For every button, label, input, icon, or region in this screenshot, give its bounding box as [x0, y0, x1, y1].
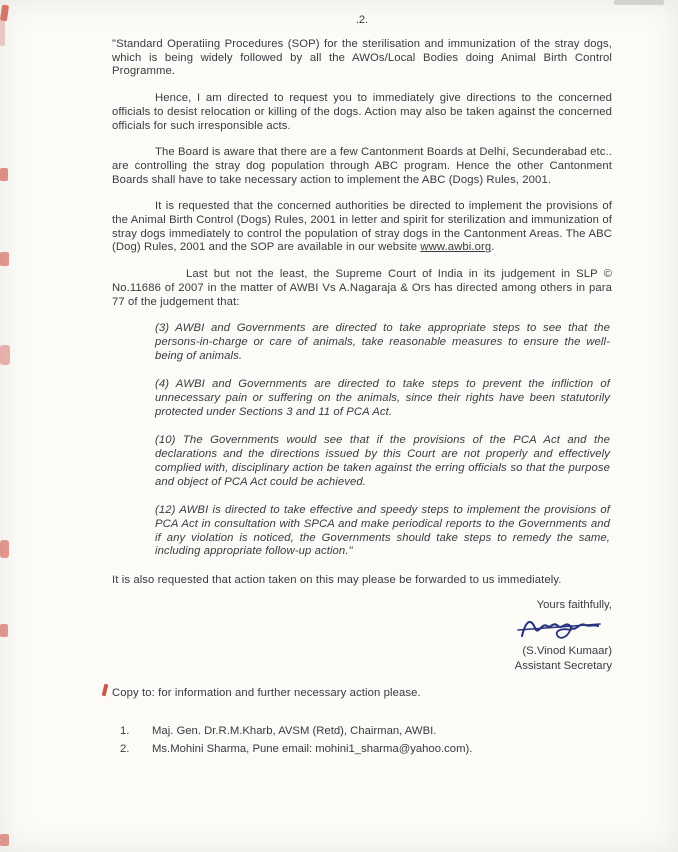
paragraph-closing: It is also requested that action taken on this may please be forwarded to us immediately. — [112, 574, 562, 587]
signatory-role: Assistant Secretary — [514, 659, 612, 672]
copy-list-item — [112, 725, 612, 739]
judgement-quote-10: (10) The Governments would see that if the provisions of the PCA Act and the declarations and the directions issued by this Court are not properly and effectively complied with, disciplinary action be taken against the erring officials so that the purpose and object of PCA Act could be achieved. — [155, 434, 610, 488]
paragraph-request-text: It is requested that the concerned authorities be directed to implement the provisions of the Animal Birth Control (Dogs) Rules, 2001 in letter and spirit for sterilization and immunization of stray dogs immediately to control the population of stray dogs in the Cantonment Areas. The ABC (Dog) Rules, 2001 and the SOP are available in our website — [112, 200, 612, 254]
copy-to-list — [112, 725, 612, 756]
signature — [516, 614, 604, 644]
page-number: .2. — [355, 14, 369, 26]
signatory-name: (S.Vinod Kumaar) — [522, 645, 612, 658]
scan-artifact — [0, 168, 8, 181]
signature-block — [112, 598, 612, 674]
paragraph-hence: Hence, I am directed to request you to immediately give directions to the concerned officials to desist relocation or killing of the dogs. Action may also be taken against the concerned officials for such irresponsible acts. — [112, 92, 612, 132]
paragraph-sop: "Standard Operatiing Procedures (SOP) for the sterilisation and immunization of the stray dogs, which is being widely followed by all the AWOs/Local Bodies doing Animal Birth Control Programme. — [112, 38, 612, 78]
awbi-website-link[interactable]: www.awbi.org — [420, 241, 492, 254]
copy-list-item — [112, 743, 612, 757]
letter-body — [112, 14, 612, 760]
pen-mark — [102, 684, 109, 697]
copy-item-number: 1. — [120, 725, 130, 737]
valediction: Yours faithfully, — [536, 598, 612, 611]
paragraph-request — [112, 200, 612, 255]
judgement-quote-12: (12) AWBI is directed to take effective and speedy steps to implement the provisions of PCA Act in consultation with SPCA and make periodical reports to the Governments and if any violation is noticed, the Governments should take steps to remedy the same, including appropriate follow-up action." — [155, 504, 610, 558]
scan-artifact — [0, 540, 9, 558]
scan-artifact — [0, 20, 5, 46]
scan-artifact — [0, 252, 9, 266]
scan-artifact — [0, 5, 9, 22]
copy-to-heading: Copy to: for information and further necessary action please. — [112, 687, 421, 700]
judgement-quote-3: (3) AWBI and Governments are directed to take appropriate steps to see that the persons-in-charge or care of animals, take reasonable measures to ensure the well-being of animals. — [155, 322, 610, 362]
paragraph-supreme-court: Last but not the least, the Supreme Court of India in its judgement in SLP © No.11686 of 2007 in the matter of AWBI Vs A.Nagaraja & Ors has directed among others in para 77 of the judgement that: — [112, 268, 612, 308]
paragraph-request-period: . — [491, 241, 495, 254]
copy-item-text: Ms.Mohini Sharma, Pune email: mohini1_sharma@yahoo.com). — [152, 742, 473, 755]
scan-artifact — [0, 834, 9, 846]
copy-item-text: Maj. Gen. Dr.R.M.Kharb, AVSM (Retd), Chairman, AWBI. — [152, 725, 437, 737]
scan-artifact — [614, 0, 664, 5]
scan-artifact — [0, 345, 10, 365]
scan-artifact — [0, 624, 8, 637]
judgement-quote-4: (4) AWBI and Governments are directed to take steps to prevent the infliction of unnecessary pain or suffering on the animals, since their rights have been statutorily protected under Sections 3 and 11 of PCA Act. — [155, 378, 610, 418]
paragraph-board: The Board is aware that there are a few Cantonment Boards at Delhi, Secunderabad etc.. are controlling the stray dog population through ABC program. Hence the other Cantonment Boards shall have to take necessary action to implement the ABC (Dogs) Rules, 2001. — [112, 146, 612, 186]
copy-item-number: 2. — [120, 742, 130, 755]
